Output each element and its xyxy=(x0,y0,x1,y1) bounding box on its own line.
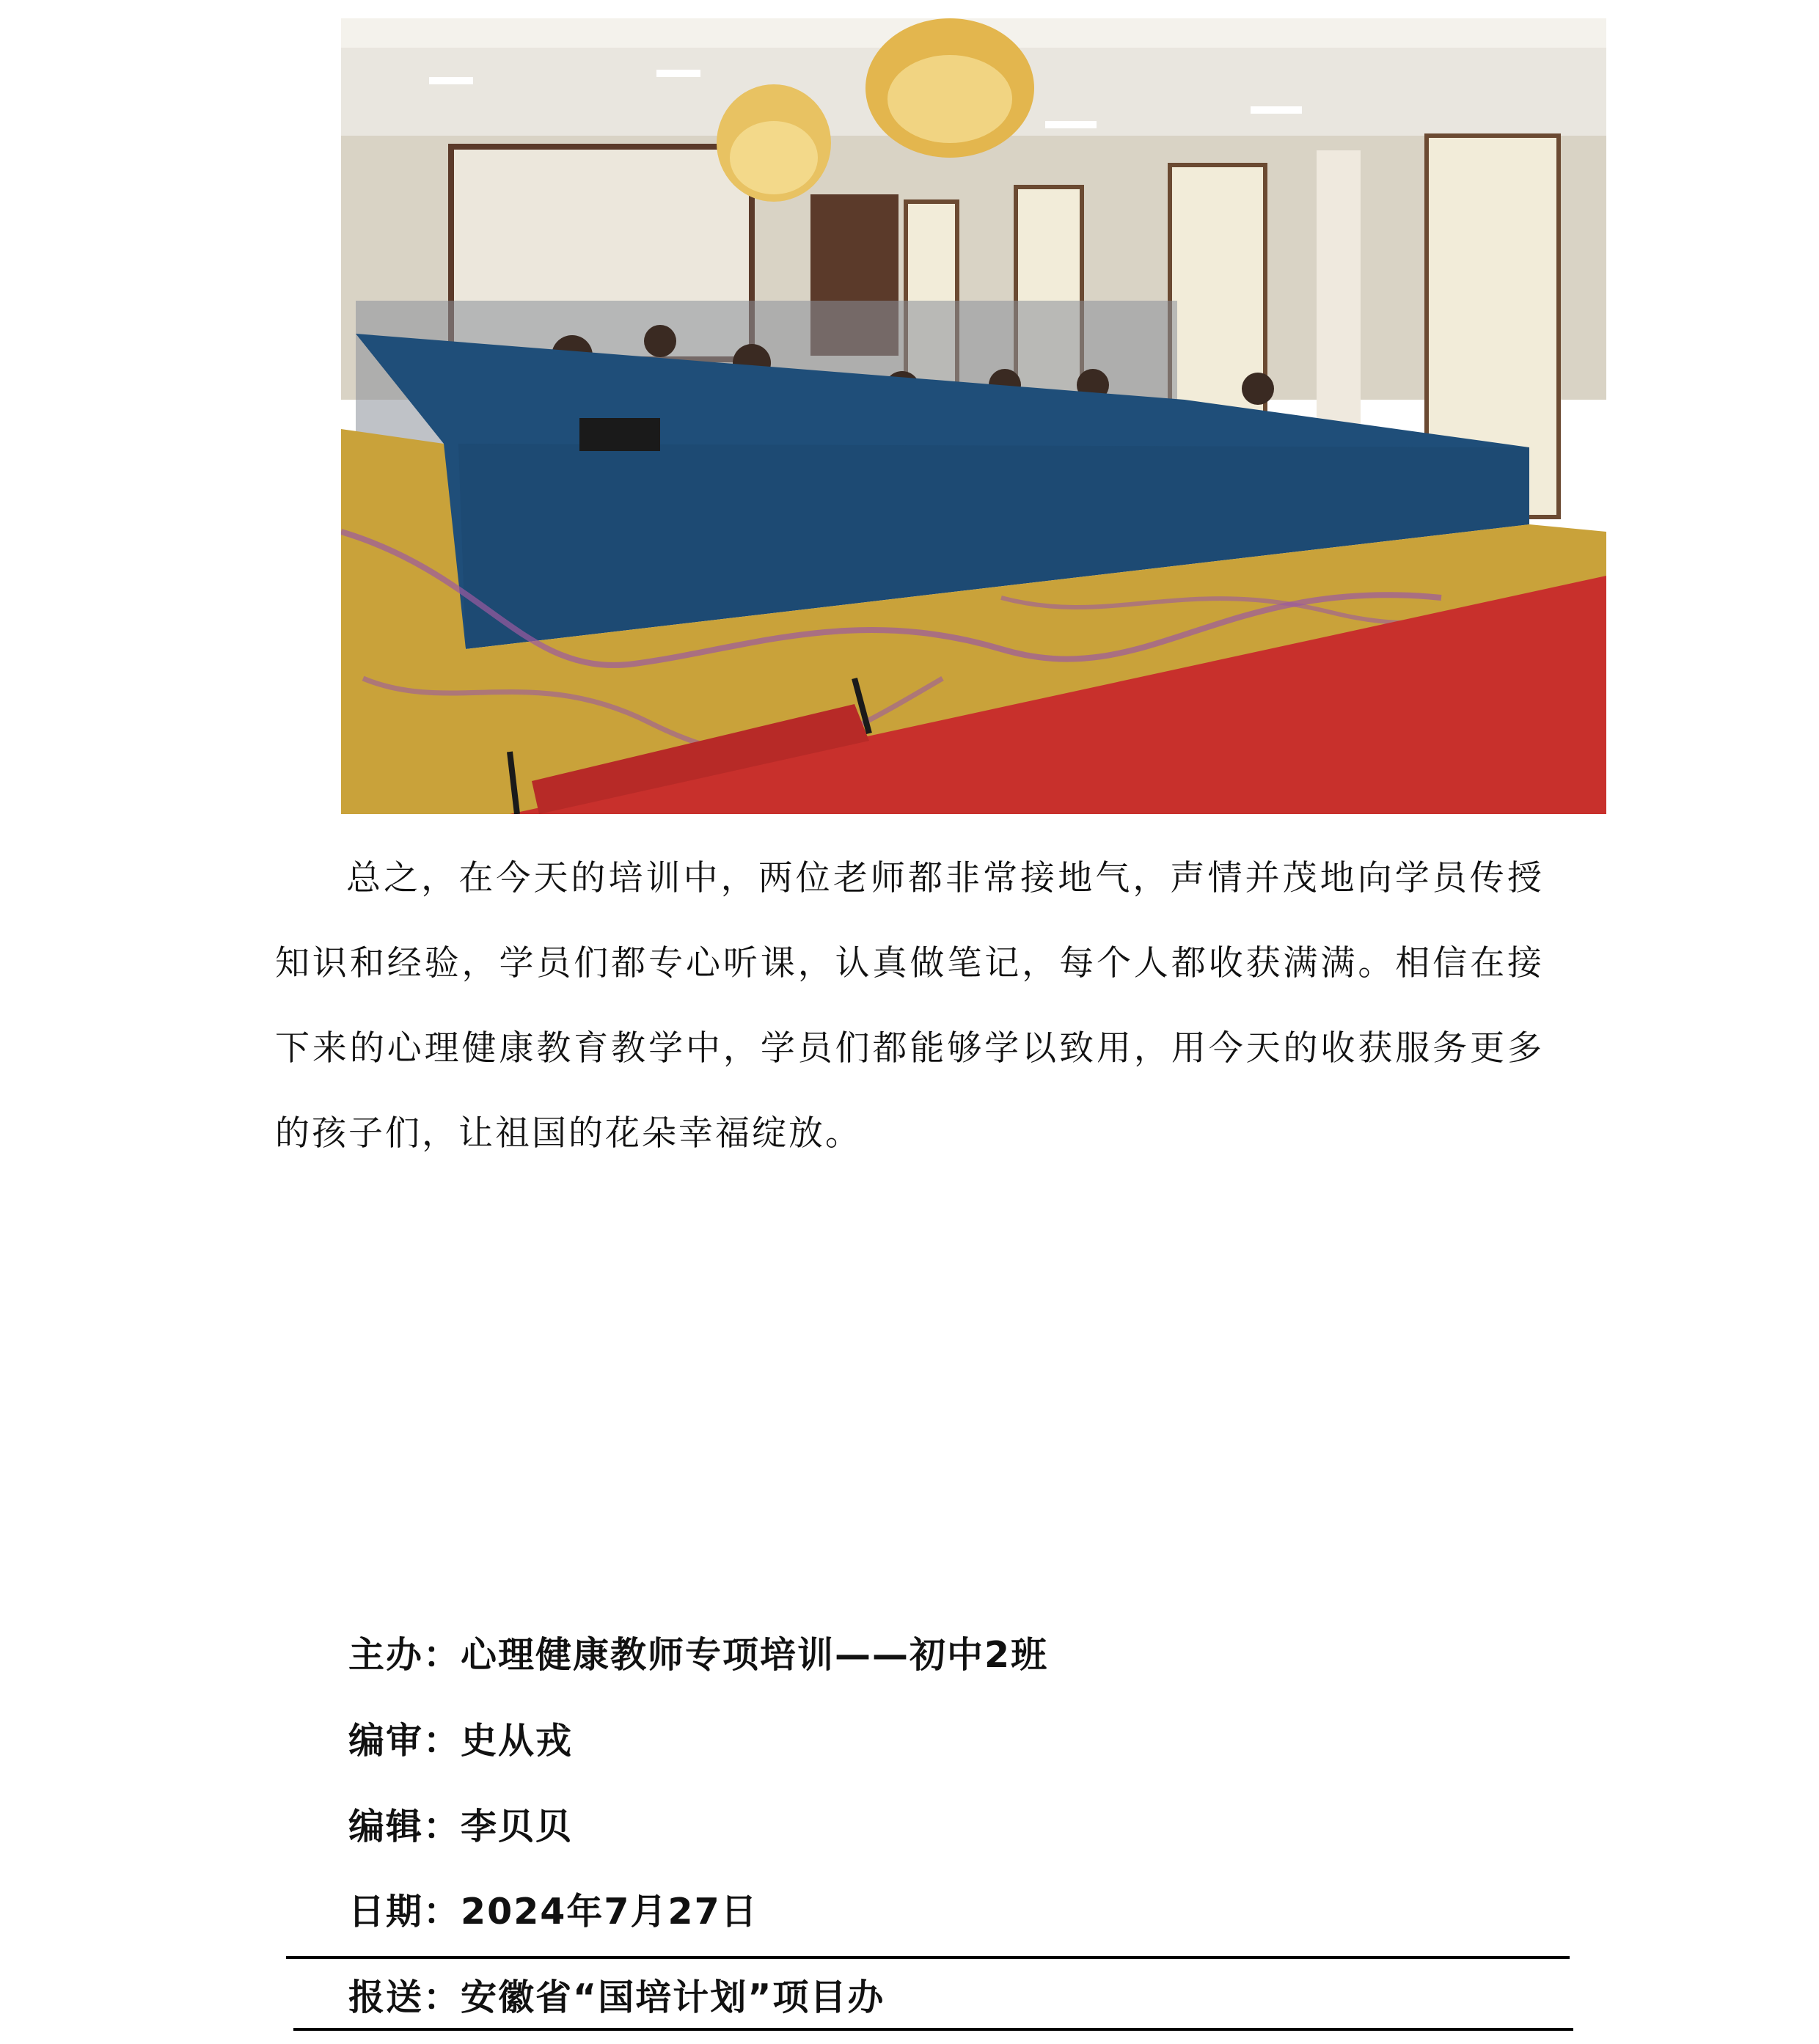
submit-to-line: 报送：安徽省“国培计划”项目办 xyxy=(348,1977,885,2018)
editor-line: 编辑：李贝贝 xyxy=(348,1806,574,1847)
top-divider xyxy=(286,1956,1570,1959)
training-session-photo xyxy=(341,18,1606,814)
conclusion-paragraph: 总之，在今天的培训中，两位老师都非常接地气，声情并茂地向学员传授知识和经验，学员们都专心听课，认真做笔记，每个人都收获满满。相信在接下来的心理健康教育教学中，学员们都能够学以致用，用今天的收获服务更多的孩子们，让祖国的花朵幸福绽放。 xyxy=(275,858,1544,1154)
organizer-line: 主办：心理健康教师专项培训——初中2班 xyxy=(348,1634,1049,1676)
reviewer-line: 编审：史从戎 xyxy=(348,1720,574,1762)
date-line: 日期：2024年7月27日 xyxy=(348,1891,758,1933)
bottom-divider xyxy=(293,2028,1573,2031)
